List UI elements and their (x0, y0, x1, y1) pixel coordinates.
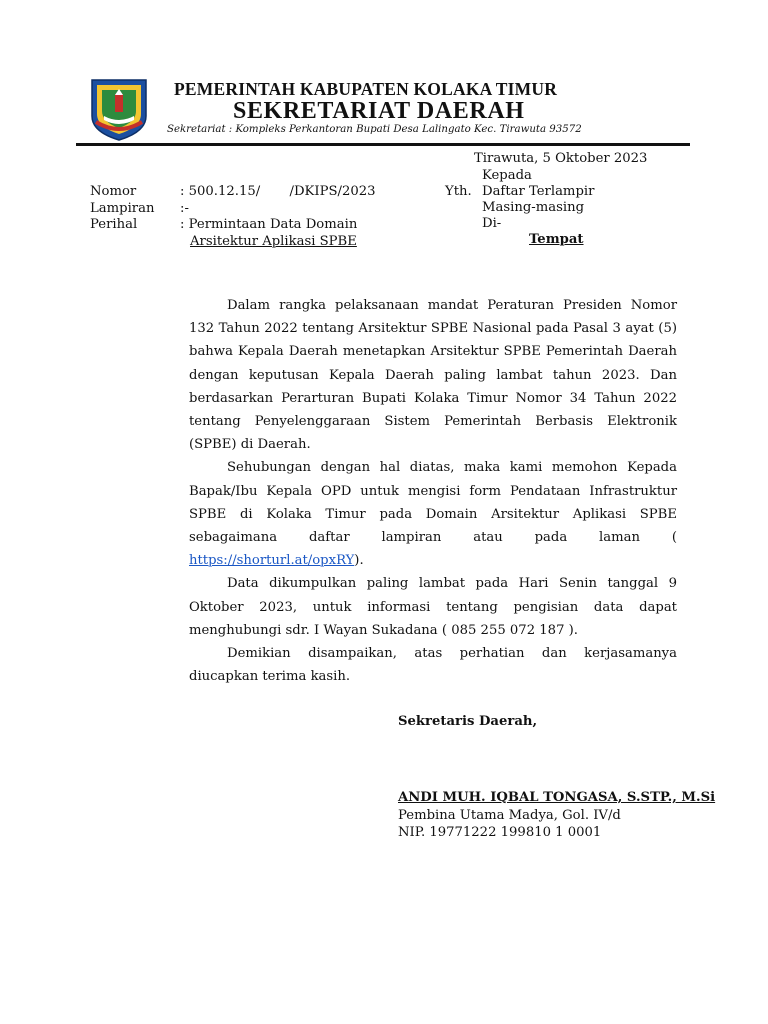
body-paragraph-3: Data dikumpulkan paling lambat pada Hari Senin tanggal 9 Oktober 2023, untuk informasi tentang pengisian data dapat menghubungi sdr. I Wayan Sukadana ( 085 255 072 187 ). (189, 576, 677, 638)
recipient-tempat: Tempat (529, 232, 584, 247)
recipient-kepada: Kepada (482, 168, 532, 183)
body-paragraph-1: Dalam rangka pelaksanaan mandat Peraturan Presiden Nomor 132 Tahun 2022 tentang Arsitektur SPBE Nasional pada Pasal 3 ayat (5) bahwa Kepala Daerah menetapkan Arsitektur SPBE Pemerintah Daerah dengan keputusan Kepala Daerah paling lambat tahun 2023. Dan berdasarkan Perarturan Bupati Kolaka Timur Nomor 34 Tahun 2022 tentang Penyelenggaraan Sistem Pemerintah Berbasis Elektronik (SPBE) di Daerah. (189, 298, 677, 453)
recipient-yth: Yth. (445, 184, 472, 199)
signatory-nip: NIP. 19771222 199810 1 0001 (398, 825, 602, 840)
regency-emblem-logo (88, 76, 150, 142)
letter-body (189, 294, 677, 688)
body-paragraph-2-end: ). (354, 553, 364, 569)
body-paragraph-2 (189, 456, 677, 572)
government-name: PEMERINTAH KABUPATEN KOLAKA TIMUR (174, 79, 558, 99)
perihal-label: Perihal (90, 217, 138, 232)
recipient-line3: Di- (482, 216, 502, 231)
signature-title: Sekretaris Daerah, (398, 714, 538, 729)
signatory-name: ANDI MUH. IQBAL TONGASA, S.STP., M.Si (398, 790, 716, 805)
survey-link[interactable]: https://shorturl.at/opxRY (189, 553, 355, 569)
recipient-line1: Daftar Terlampir (482, 184, 595, 199)
lampiran-value: :- (180, 201, 189, 216)
recipient-line2: Masing-masing (482, 200, 585, 215)
nomor-value: : 500.12.15/ /DKIPS/2023 (180, 184, 376, 199)
office-address: Sekretariat : Kompleks Perkantoran Bupati Desa Lalingato Kec. Tirawuta 93572 (167, 124, 582, 135)
place-date: Tirawuta, 5 Oktober 2023 (474, 151, 648, 166)
body-paragraph-2-text: Sehubungan dengan hal diatas, maka kami memohon Kepada Bapak/Ibu Kepala OPD untuk mengisi form Pendataan Infrastruktur SPBE di Kolaka Timur pada Domain Arsitektur Aplikasi SPBE sebagaimana daftar lampiran atau pada laman ( (189, 460, 677, 546)
perihal-value-line2: Arsitektur Aplikasi SPBE (190, 234, 357, 249)
nomor-label: Nomor (90, 184, 137, 199)
office-name: SEKRETARIAT DAERAH (233, 98, 525, 124)
signatory-rank: Pembina Utama Madya, Gol. IV/d (398, 808, 621, 823)
body-paragraph-4: Demikian disampaikan, atas perhatian dan kerjasamanya diucapkan terima kasih. (189, 646, 677, 685)
header-divider (76, 143, 690, 146)
perihal-value-line1: : Permintaan Data Domain (180, 217, 358, 232)
lampiran-label: Lampiran (90, 201, 155, 216)
